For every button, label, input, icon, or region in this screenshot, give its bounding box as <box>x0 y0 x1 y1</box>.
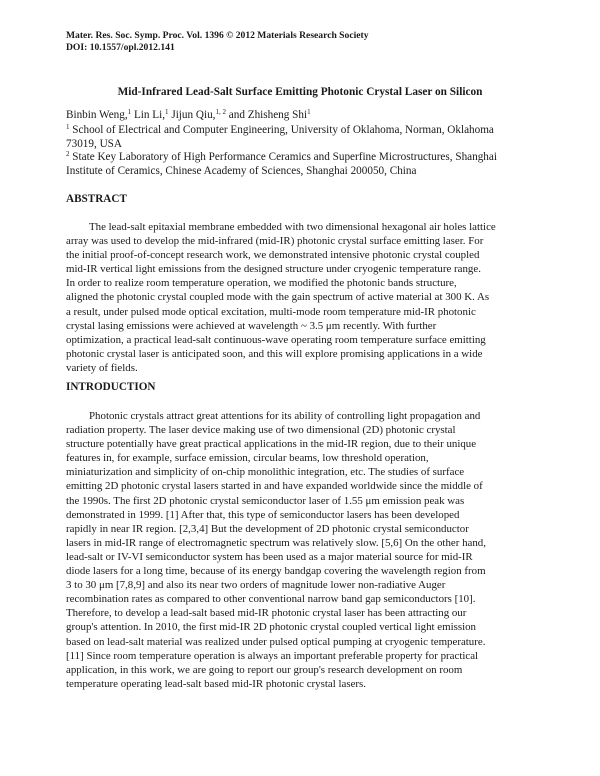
affiliation-line: Institute of Ceramics, Chinese Academy of Sciences, Shanghai 200050, China <box>66 165 417 177</box>
text-line: temperature operating lead-salt based mid-IR photonic crystal lasers. <box>66 677 366 690</box>
text-line: In order to realize room temperature operation, we modified the photonic bands structure, <box>66 277 457 290</box>
text-line: rapidly in near IR region. [2,3,4] But the development of 2D photonic crystal semiconductor <box>66 522 469 535</box>
text-line: emitting 2D photonic crystal lasers started in and have expanded worldwide since the middle of <box>66 480 483 493</box>
text-line: aligned the photonic crystal coupled mode with the gain spectrum of active material at 300 K. As <box>66 291 490 304</box>
journal-header <box>66 30 369 54</box>
text-line: the 1990s. The first 2D photonic crystal semiconductor laser of 1.55 μm emission peak was <box>66 494 465 507</box>
doi-line: DOI: 10.1557/opl.2012.141 <box>66 42 175 53</box>
author-affiliation-mark: 1 <box>165 108 169 116</box>
text-line: 3 to 30 μm [7,8,9] and also its near two orders of magnitude lower non-radiative Auger <box>66 579 446 592</box>
affiliation-line: State Key Laboratory of High Performance Ceramics and Superfine Microstructures, Shanghai <box>69 151 497 163</box>
text-line: demonstrated in 1999. [1] After that, this type of semiconductor lasers has been developed <box>66 508 460 521</box>
text-line: recombination rates as compared to other conventional narrow band gap semiconductors [10]. <box>66 593 476 606</box>
text-line: features in, for example, surface emission, circular beams, low threshold operation, <box>66 452 429 465</box>
text-line: lasers in mid-IR range of electromagnetic spectrum was relatively slow. [5,6] On the other hand, <box>66 536 486 549</box>
text-line: application, in this work, we are going to report our group's research development on room <box>66 663 463 676</box>
text-line: structure potentially have great practical applications in the mid-IR region, due to their unique <box>66 438 477 451</box>
introduction-body <box>66 409 536 691</box>
text-line: miniaturization and simplicity of on-chip monolithic integration, etc. The studies of surface <box>66 466 465 479</box>
author-name: and Zhisheng Shi <box>225 109 308 121</box>
affiliation-line: 73019, USA <box>66 138 122 150</box>
text-line: Photonic crystals attract great attentions for its ability of controlling light propagation and <box>89 410 481 422</box>
text-line: a result, under pulsed mode optical excitation, multi-mode room temperature mid-IR photonic <box>66 305 476 318</box>
text-line: mid-IR vertical light emissions from the designed structure under cryogenic temperature range. <box>66 263 481 276</box>
text-line: The lead-salt epitaxial membrane embedded with two dimensional hexagonal air holes lattice <box>89 221 496 233</box>
author-name: Binbin Weng, <box>66 109 128 121</box>
text-line: Therefore, to develop a lead-salt based mid-IR photonic crystal laser has been attracting our <box>66 607 467 620</box>
text-line: radiation property. The laser device making use of two dimensional (2D) photonic crystal <box>66 424 456 437</box>
paper-title: Mid-Infrared Lead-Salt Surface Emitting Photonic Crystal Laser on Silicon <box>117 86 483 98</box>
text-line: crystal lasing emissions were achieved at wavelength ~ 3.5 μm recently. With further <box>66 319 437 332</box>
affiliation-mark: 2 <box>66 150 70 158</box>
author-affiliation-mark: 1, 2 <box>215 108 226 116</box>
text-line: based on lead-salt material was realized under pulsed optical pumping at cryogenic temperature. <box>66 635 486 648</box>
text-line: array was used to develop the mid-infrared (mid-IR) photonic crystal surface emitting laser. For <box>66 235 484 248</box>
text-line: photonic crystal laser is anticipated soon, and this will explore promising applications in a wide <box>66 347 483 360</box>
affiliation-2 <box>66 150 546 178</box>
abstract-body <box>66 220 536 375</box>
author-affiliation-mark: 1 <box>307 108 311 116</box>
text-line: group's attention. In 2010, the first mid-IR 2D photonic crystal coupled vertical light emission <box>66 621 476 634</box>
author-list <box>66 109 311 121</box>
author-name: Lin Li, <box>131 109 166 121</box>
author-name: Jijun Qiu, <box>168 109 216 121</box>
text-line: diode lasers for a long time, because of its energy bandgap covering the wavelength region from <box>66 565 486 578</box>
affiliation-mark: 1 <box>66 123 70 131</box>
affiliation-line: School of Electrical and Computer Engineering, University of Oklahoma, Norman, Oklahoma <box>69 124 494 136</box>
text-line: optimization, a practical lead-salt continuous-wave operating room temperature surface emitting <box>66 333 486 346</box>
journal-citation: Mater. Res. Soc. Symp. Proc. Vol. 1396 © 2012 Materials Research Society <box>66 30 369 41</box>
text-line: variety of fields. <box>66 361 138 374</box>
introduction-heading: INTRODUCTION <box>66 381 156 393</box>
abstract-heading: ABSTRACT <box>66 193 127 205</box>
text-line: [11] Since room temperature operation is always an important preferable property for practical <box>66 649 479 662</box>
author-affiliation-mark: 1 <box>127 108 132 116</box>
text-line: the initial proof-of-concept research work, we demonstrated intensive photonic crystal coupled <box>66 249 480 262</box>
affiliation-1 <box>66 123 546 151</box>
text-line: lead-salt or IV-VI semiconductor system has been used as a major material source for mid-IR <box>66 550 473 563</box>
